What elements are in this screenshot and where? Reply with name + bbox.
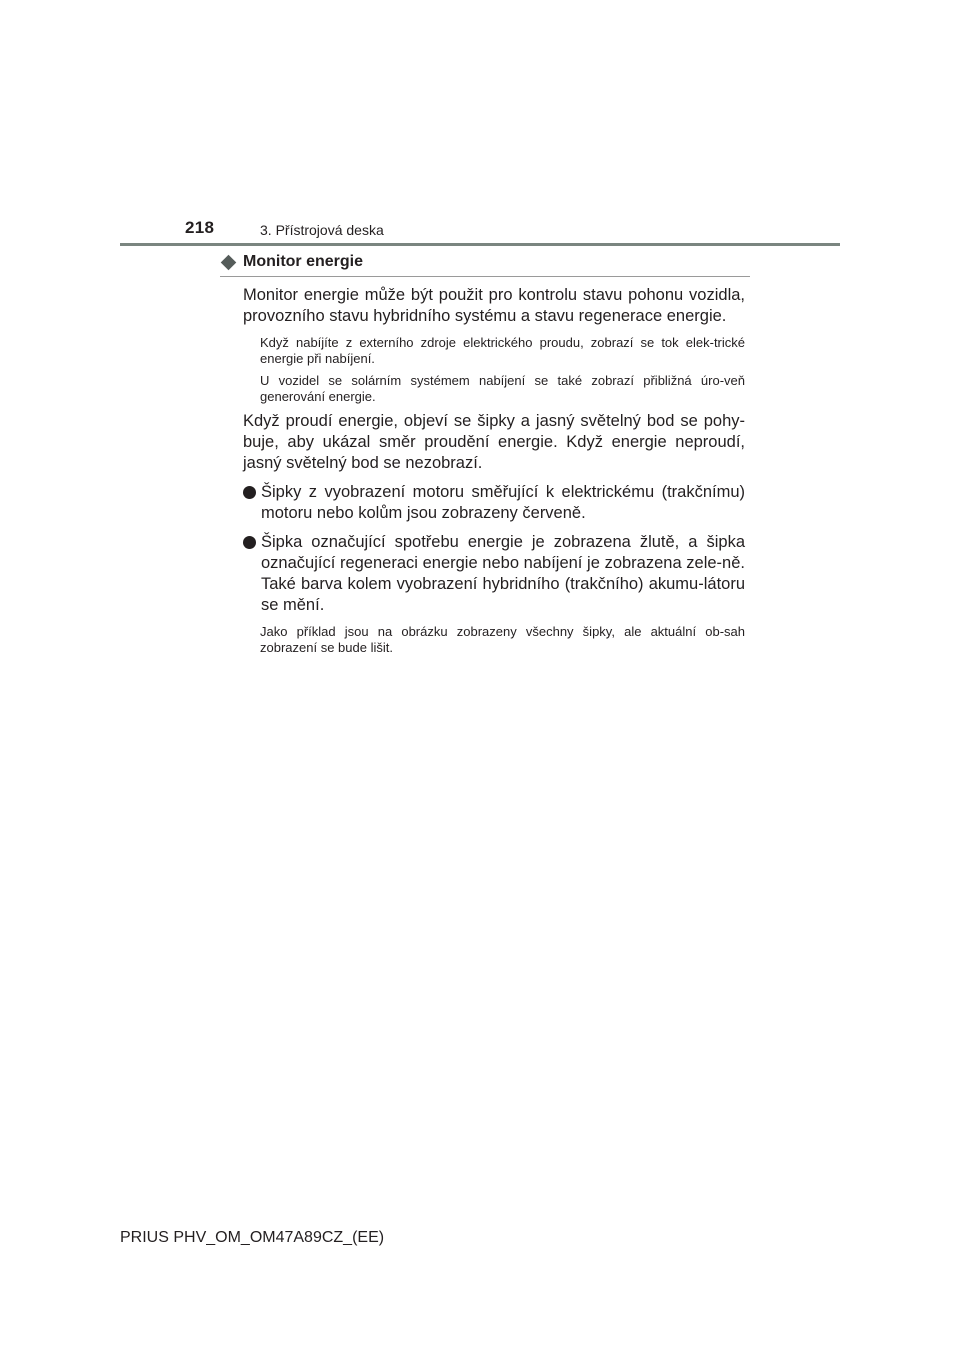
energy-flow-paragraph: Když proudí energie, objeví se šipky a jasný světelný bod se pohy-buje, aby ukázal směr proudění energie. Když energie neproudí, jasný světelný bod se nezobrazí. — [243, 412, 745, 472]
bullet-icon — [243, 486, 256, 499]
note-solar-charging: U vozidel se solárním systémem nabíjení se také zobrazí přibližná úro-veň generování energie. — [260, 373, 745, 404]
list-item-text: Šipka označující spotřebu energie je zobrazena žlutě, a šipka označující regeneraci energie nebo nabíjení je zobrazena zele-ně. Také barva kolem vyobrazení hybridního (trakčního) akumu-látoru se mění. — [261, 533, 745, 614]
list-item — [243, 532, 745, 616]
diamond-icon — [221, 254, 237, 270]
note-example-arrows: Jako příklad jsou na obrázku zobrazeny všechny šipky, ale aktuální ob-sah zobrazení se bude lišit. — [260, 624, 745, 655]
intro-paragraph: Monitor energie může být použit pro kontrolu stavu pohonu vozidla, provozního stavu hybridního systému a stavu regenerace energie. — [243, 286, 745, 325]
section-heading — [220, 253, 363, 271]
bullet-icon — [243, 536, 256, 549]
section-title: Monitor energie — [243, 253, 364, 270]
page-number: 218 — [185, 218, 215, 237]
document-code: PRIUS PHV_OM_OM47A89CZ_(EE) — [120, 1229, 385, 1246]
list-item-text: Šipky z vyobrazení motoru směřující k elektrickému (trakčnímu) motoru nebo kolům jsou zobrazeny červeně. — [261, 483, 745, 522]
section-divider — [220, 276, 750, 277]
header-divider — [120, 243, 840, 246]
note-external-charging: Když nabíjíte z externího zdroje elektrického proudu, zobrazí se tok elek-trické energie při nabíjení. — [260, 335, 745, 366]
chapter-title: 3. Přístrojová deska — [260, 222, 384, 238]
section-content — [243, 285, 745, 662]
list-item — [243, 482, 745, 524]
